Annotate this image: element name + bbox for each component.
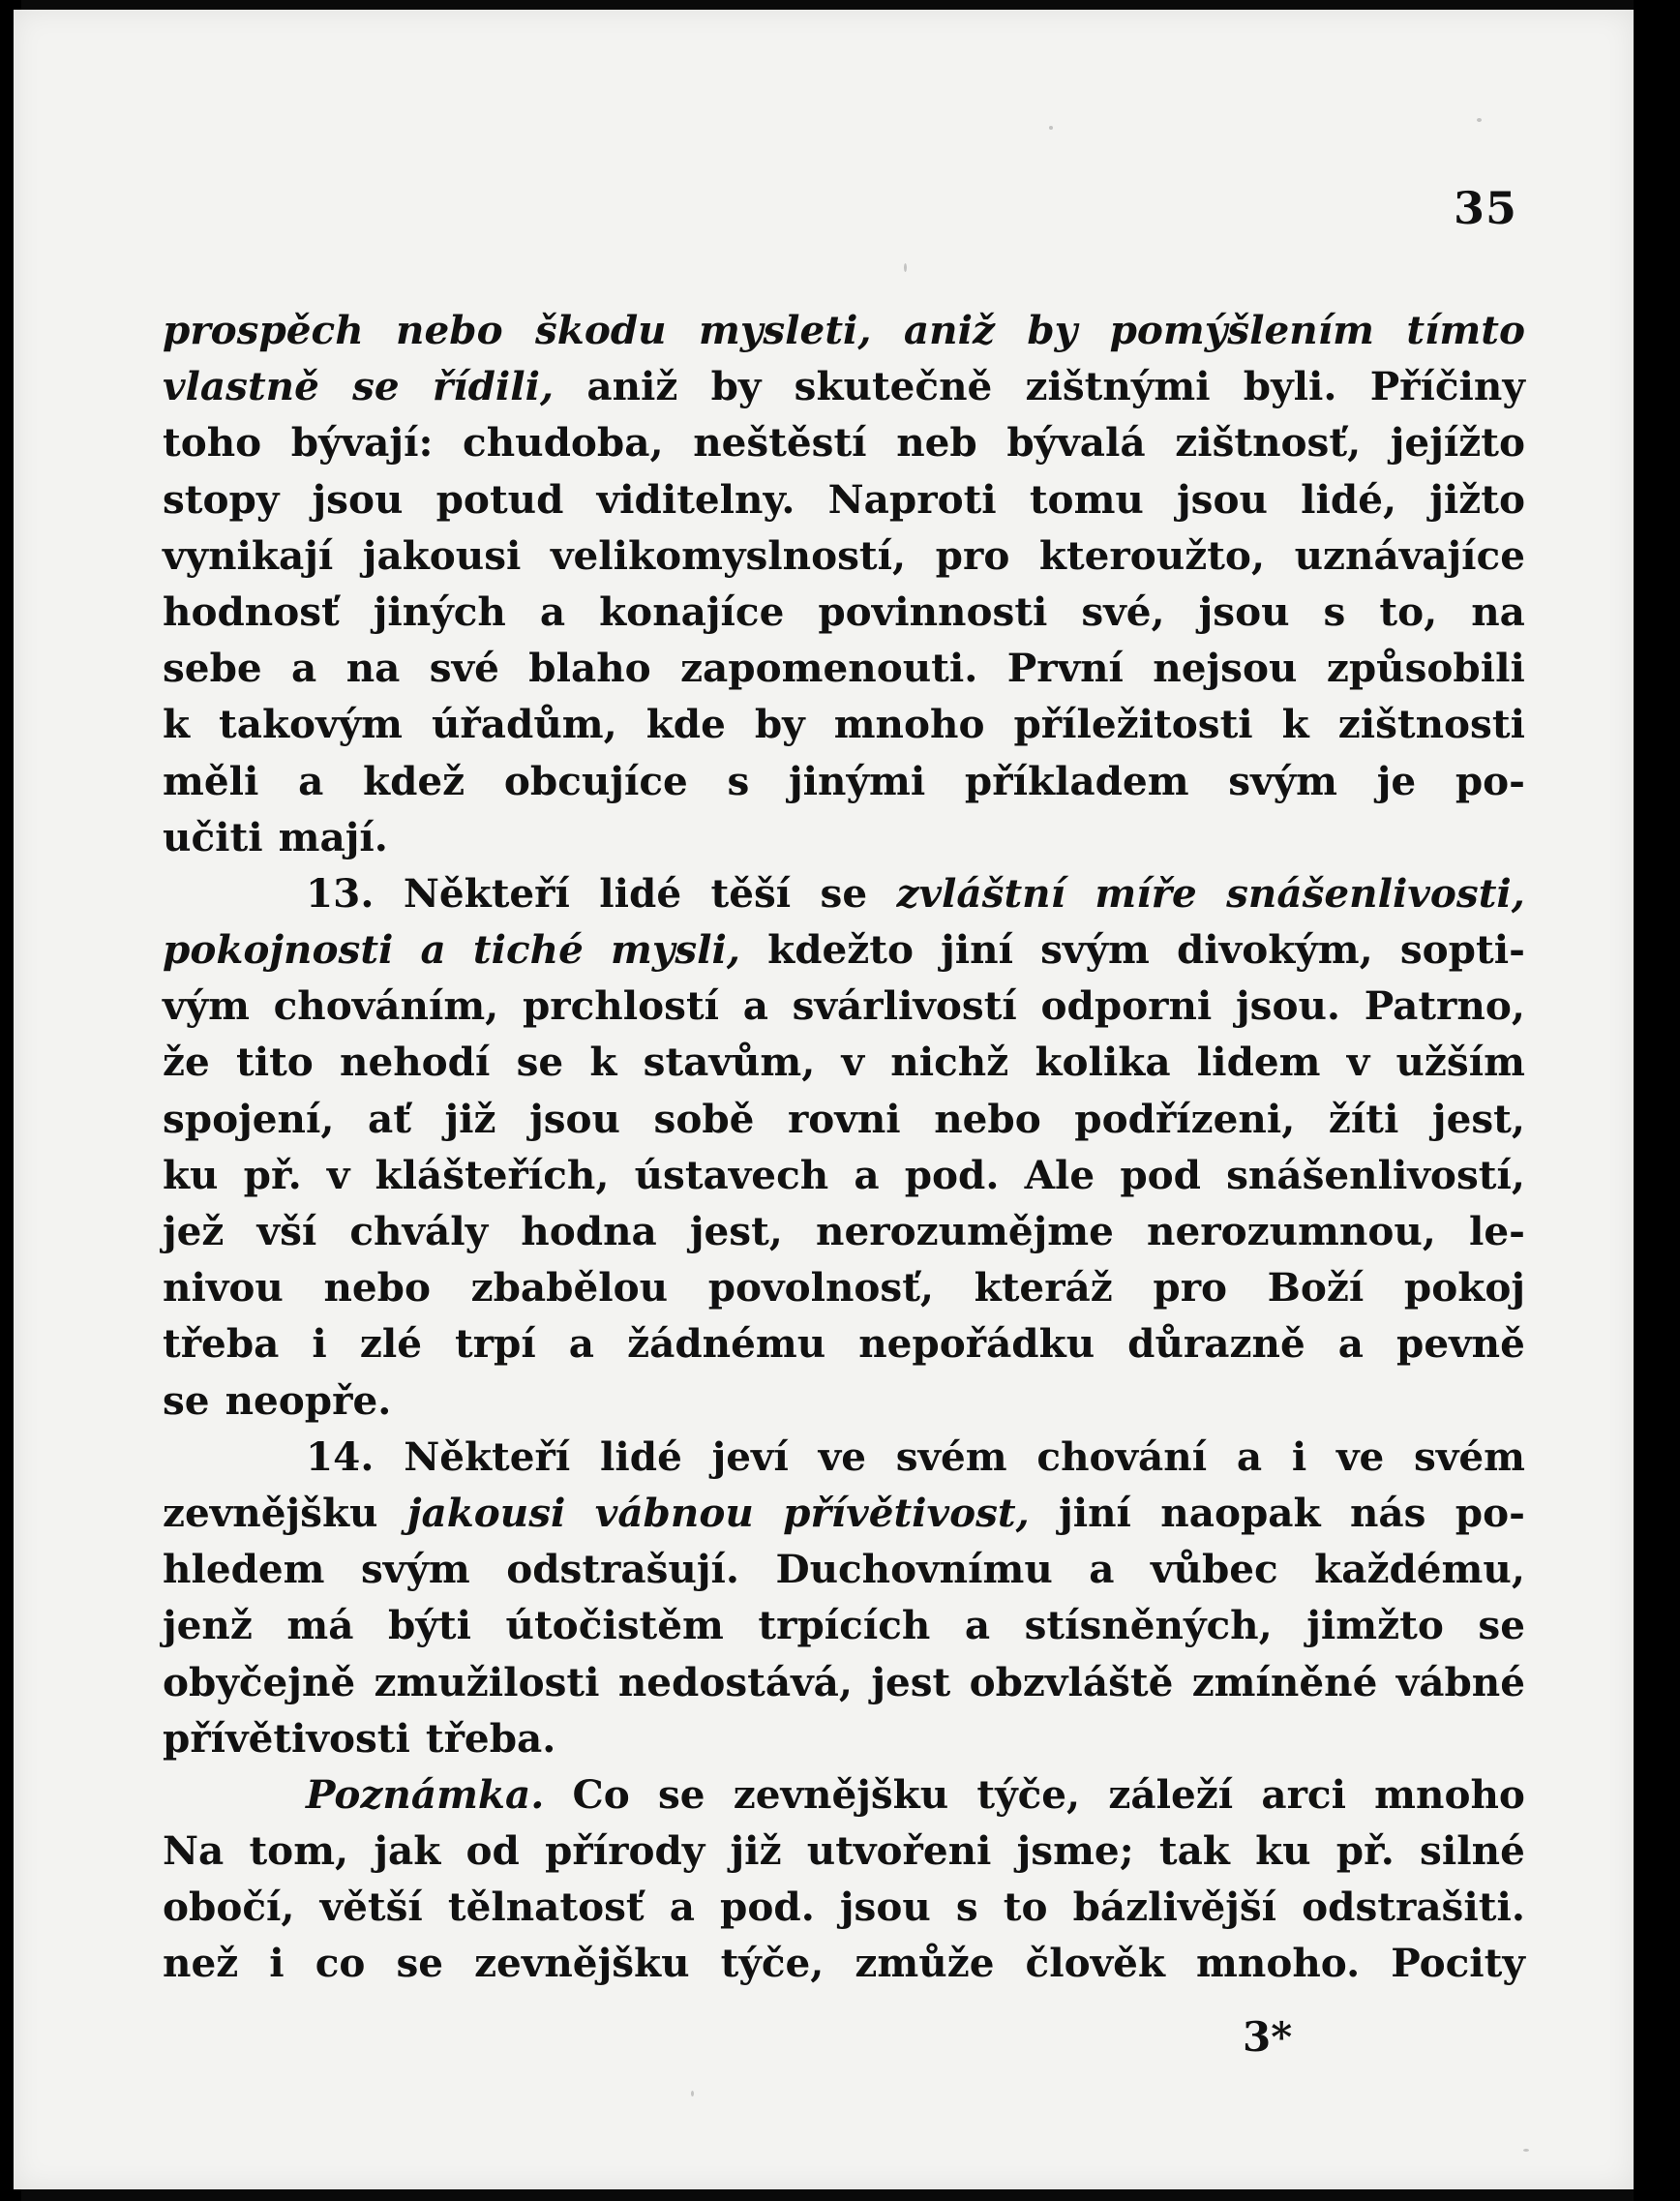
word: mají. <box>278 813 388 860</box>
text-line <box>163 696 1525 752</box>
word: vábnou <box>594 1489 754 1536</box>
word: stavům, <box>643 1039 816 1086</box>
word: naopak <box>1160 1489 1321 1536</box>
word: Ale <box>1024 1151 1095 1198</box>
word: nerozumnou, <box>1147 1208 1436 1254</box>
word: takovým <box>219 701 403 748</box>
word: příkladem <box>964 757 1189 804</box>
word: a <box>742 982 768 1030</box>
word: v <box>841 1039 865 1086</box>
text-line <box>163 414 1525 470</box>
word: na <box>1471 588 1525 635</box>
word: jsou <box>529 1095 620 1142</box>
word: je <box>1376 757 1417 804</box>
word: a <box>568 1320 595 1368</box>
word: a <box>1337 1320 1365 1368</box>
word: zvláštní <box>896 869 1065 917</box>
word: by <box>710 363 762 410</box>
word: i <box>312 1320 327 1368</box>
word: vlastně <box>163 363 319 410</box>
text-line <box>163 1091 1525 1147</box>
word: se <box>1478 1602 1525 1649</box>
word: jeví <box>711 1432 789 1480</box>
word: škodu <box>534 307 667 353</box>
word: tomu <box>1029 475 1144 523</box>
word: a <box>291 645 317 692</box>
word: zapomenouti. <box>680 645 978 692</box>
word: nebo <box>934 1095 1041 1142</box>
word: blaho <box>528 645 651 692</box>
word: utvořeni <box>806 1827 992 1875</box>
text-line <box>163 809 1525 865</box>
text-line <box>163 1654 1525 1710</box>
word: obočí, <box>163 1884 295 1931</box>
word: jejížto <box>1390 419 1525 467</box>
word: přírody <box>545 1827 705 1875</box>
word: mysleti, <box>698 307 872 353</box>
word: jest, <box>1431 1095 1525 1142</box>
word: Příčiny <box>1369 363 1525 410</box>
word: zištnosť, <box>1175 419 1362 467</box>
word: Někteří <box>403 869 570 917</box>
word: žíti <box>1328 1095 1399 1142</box>
word: to <box>1003 1884 1048 1931</box>
word: zevnějšku <box>163 1489 378 1536</box>
word: své <box>429 645 499 692</box>
word: jenž <box>163 1602 253 1649</box>
word: svým <box>1228 757 1338 804</box>
text-line <box>163 358 1525 414</box>
word: konajíce <box>599 588 785 635</box>
word: vůbec <box>1150 1546 1278 1593</box>
text-line <box>163 1259 1525 1315</box>
word: a <box>964 1602 991 1649</box>
word: přívětivosti <box>163 1714 410 1762</box>
word: potud <box>435 475 564 523</box>
word: ve <box>1335 1432 1385 1480</box>
word: míře <box>1095 869 1197 917</box>
word: zlé <box>359 1320 422 1368</box>
word: kteráž <box>974 1264 1113 1312</box>
word: rovni <box>787 1095 901 1142</box>
paper-speck <box>691 2091 694 2096</box>
word: neb <box>896 419 977 467</box>
word: třeba. <box>425 1714 556 1762</box>
word: by <box>1027 307 1078 353</box>
word: přívětivost, <box>783 1489 1030 1536</box>
word: své, <box>1081 588 1165 635</box>
word: zištnosti <box>1337 701 1525 748</box>
text-line <box>163 1879 1525 1935</box>
word: užším <box>1395 1039 1525 1086</box>
word: Na <box>163 1827 225 1875</box>
text-line <box>163 1541 1525 1597</box>
word: mnoho. <box>1196 1940 1361 1987</box>
word: vým <box>163 982 250 1030</box>
word: nedostává, <box>617 1658 853 1705</box>
word: jinými <box>788 757 926 804</box>
word: se <box>163 1376 210 1424</box>
word: se <box>516 1039 564 1086</box>
word: svým <box>1040 926 1150 974</box>
text-line <box>163 1429 1525 1485</box>
word: toho <box>163 419 262 467</box>
word: viditelny. <box>596 475 795 523</box>
word: člověk <box>1025 1940 1165 1987</box>
word: spojení, <box>163 1095 335 1142</box>
word: vynikají <box>163 531 334 579</box>
word: lidé, <box>1301 475 1397 523</box>
text-line <box>163 921 1525 978</box>
word: bázlivější <box>1072 1884 1277 1931</box>
word: i <box>1291 1432 1307 1480</box>
printer-signature-mark: 3* <box>1243 2013 1293 2061</box>
word: bývají: <box>290 419 434 467</box>
word: prchlostí <box>522 982 720 1030</box>
word: jsou <box>839 1884 931 1931</box>
word: nás <box>1349 1489 1426 1536</box>
text-line <box>163 1766 1525 1823</box>
word: k <box>163 701 191 748</box>
word: úřadům, <box>431 701 617 748</box>
body-text <box>163 302 1525 1992</box>
word: pod <box>1120 1151 1201 1198</box>
word: tímto <box>1406 307 1525 353</box>
word: než <box>163 1940 239 1987</box>
word: Naproti <box>827 475 997 523</box>
word: tělnatosť <box>447 1884 645 1931</box>
text-line <box>163 1203 1525 1259</box>
word: stísněných, <box>1024 1602 1273 1649</box>
word: divokým, <box>1176 926 1373 974</box>
word: nivou <box>163 1264 284 1312</box>
word: zmíněné <box>1191 1658 1378 1705</box>
word: a <box>539 588 566 635</box>
word: povinnosti <box>818 588 1048 635</box>
word: měli <box>163 757 259 804</box>
word: 13. <box>306 869 375 917</box>
word: chováním, <box>273 982 499 1030</box>
word: sopti- <box>1399 926 1525 974</box>
word: snášenlivosti, <box>1226 869 1525 917</box>
word: útočistěm <box>505 1602 724 1649</box>
text-line <box>163 1485 1525 1541</box>
word: ku <box>1255 1827 1311 1875</box>
text-line <box>163 1823 1525 1879</box>
word: záleží <box>1108 1770 1234 1818</box>
word: snášenlivostí, <box>1226 1151 1525 1198</box>
word: a <box>1089 1546 1115 1593</box>
word: tiché <box>472 926 584 974</box>
word: s <box>1323 588 1346 635</box>
word: se <box>820 869 868 917</box>
word: zevnějšku <box>474 1940 690 1987</box>
word: vábné <box>1395 1658 1525 1705</box>
word: neopře. <box>225 1376 392 1424</box>
word: kde <box>645 701 726 748</box>
text-line <box>163 1315 1525 1372</box>
word: povolnosť, <box>707 1264 935 1312</box>
word: a <box>298 757 324 804</box>
word: nehodí <box>340 1039 491 1086</box>
word: chování <box>1036 1432 1208 1480</box>
word: pevně <box>1396 1320 1525 1368</box>
word: byli. <box>1243 363 1337 410</box>
paper-speck <box>904 263 907 272</box>
word: jimžto <box>1306 1602 1444 1649</box>
word: tak <box>1158 1827 1230 1875</box>
word: jsou <box>1177 475 1268 523</box>
word: pro <box>935 531 1010 579</box>
word: učiti <box>163 813 263 860</box>
word: nerozumějme <box>816 1208 1114 1254</box>
word: větší <box>319 1884 423 1931</box>
word: stopy <box>163 475 280 523</box>
word: sebe <box>163 645 262 692</box>
word: pomýšlením <box>1109 307 1374 353</box>
word: zmůže <box>855 1940 995 1987</box>
word: v <box>326 1151 350 1198</box>
word: od <box>465 1827 520 1875</box>
word: hledem <box>163 1546 325 1593</box>
word: žádnému <box>627 1320 826 1368</box>
text-line <box>163 1147 1525 1203</box>
word: jakousi <box>362 531 522 579</box>
word: již <box>444 1095 496 1142</box>
word: odstrašiti. <box>1302 1884 1525 1931</box>
word: kdež <box>363 757 465 804</box>
word: jak <box>374 1827 441 1875</box>
word: svárlivostí <box>792 982 1017 1030</box>
word: jsou. <box>1236 982 1341 1030</box>
word: bývalá <box>1006 419 1146 467</box>
word: uznávajíce <box>1294 531 1525 579</box>
word: zmužilosti <box>374 1658 600 1705</box>
word: sobě <box>653 1095 755 1142</box>
word: po- <box>1455 757 1525 804</box>
word: svém <box>895 1432 1007 1480</box>
word: týče, <box>720 1940 825 1987</box>
word: Boží <box>1267 1264 1365 1312</box>
word: kdežto <box>767 926 915 974</box>
text-line <box>163 584 1525 640</box>
word: jsou <box>312 475 404 523</box>
word: se <box>657 1770 705 1818</box>
word: se <box>396 1940 444 1987</box>
word: zištnými <box>1025 363 1211 410</box>
word: př. <box>243 1151 302 1198</box>
word: Pocity <box>1391 1940 1525 1987</box>
paper-speck <box>1477 118 1482 122</box>
word: nichž <box>890 1039 1009 1086</box>
word: Duchovnímu <box>775 1546 1053 1593</box>
scan-border-right <box>1634 0 1680 2201</box>
word: příležitosti <box>1013 701 1253 748</box>
word: kteroužto, <box>1038 531 1266 579</box>
word: velikomyslností, <box>550 531 907 579</box>
word: již <box>730 1827 782 1875</box>
word: Patrno, <box>1364 982 1525 1030</box>
word: jsme; <box>1016 1827 1134 1875</box>
word: k <box>1281 701 1309 748</box>
word: obzvláště <box>969 1658 1174 1705</box>
word: lidé <box>599 869 682 917</box>
word: silné <box>1420 1827 1525 1875</box>
word: mysli, <box>610 926 741 974</box>
word: chudoba, <box>463 419 664 467</box>
word: na <box>345 645 401 692</box>
word: Někteří <box>404 1432 571 1480</box>
word: klášteřích, <box>375 1151 610 1198</box>
word: nepořádku <box>858 1320 1095 1368</box>
word: hodna <box>521 1208 657 1254</box>
text-line <box>163 1034 1525 1090</box>
paper-speck <box>1523 2149 1529 2152</box>
word: býti <box>388 1602 471 1649</box>
word: i <box>269 1940 285 1987</box>
word: pokojnosti <box>163 926 394 974</box>
word: tom, <box>249 1827 349 1875</box>
word: 14. <box>306 1432 375 1480</box>
word: podřízeni, <box>1074 1095 1296 1142</box>
word: prospěch <box>163 307 364 353</box>
word: jakousi <box>406 1489 566 1536</box>
word: obyčejně <box>163 1658 356 1705</box>
word: ku <box>163 1151 219 1198</box>
text-line <box>163 640 1525 696</box>
word: chvály <box>349 1208 489 1254</box>
word: a <box>420 926 446 974</box>
word: kolika <box>1035 1039 1171 1086</box>
word: Poznámka. <box>306 1770 545 1818</box>
word: jiných <box>373 588 506 635</box>
word: pod. <box>904 1151 1000 1198</box>
word: v <box>1346 1039 1370 1086</box>
word: lidé <box>599 1432 682 1480</box>
word: řídili, <box>432 363 555 410</box>
word: le- <box>1469 1208 1525 1254</box>
word: třeba <box>163 1320 280 1368</box>
word: trpí <box>455 1320 536 1368</box>
word: aniž <box>586 363 678 410</box>
page-number: 35 <box>1454 182 1518 234</box>
word: skutečně <box>794 363 993 410</box>
word: První <box>1006 645 1124 692</box>
text-line <box>163 753 1525 809</box>
word: způsobili <box>1326 645 1525 692</box>
word: neštěstí <box>693 419 867 467</box>
word: ve <box>818 1432 866 1480</box>
text-line <box>163 1710 1525 1766</box>
word: co <box>315 1940 366 1987</box>
word: pokoj <box>1403 1264 1525 1312</box>
word: jest, <box>689 1208 783 1254</box>
word: zevnějšku <box>733 1770 949 1818</box>
word: mnoho <box>833 701 985 748</box>
word: těší <box>710 869 792 917</box>
text-line <box>163 1597 1525 1653</box>
word: trpících <box>758 1602 931 1649</box>
word: týče, <box>976 1770 1081 1818</box>
word: by <box>754 701 805 748</box>
word: jižto <box>1429 475 1525 523</box>
word: jest <box>871 1658 951 1705</box>
word: jsou <box>1198 588 1290 635</box>
word: se <box>352 363 400 410</box>
word: vší <box>256 1208 317 1254</box>
text-line <box>163 978 1525 1034</box>
paper-speck <box>1049 126 1053 130</box>
word: svým <box>361 1546 470 1593</box>
word: k <box>589 1039 617 1086</box>
word: a <box>1236 1432 1263 1480</box>
word: jež <box>163 1208 225 1254</box>
word: př. <box>1335 1827 1395 1875</box>
word: Co <box>572 1770 630 1818</box>
text-line <box>163 528 1525 584</box>
word: ať <box>368 1095 411 1142</box>
word: hodnosť <box>163 588 340 635</box>
text-line <box>163 865 1525 921</box>
word: mnoho <box>1374 1770 1525 1818</box>
word: lidem <box>1196 1039 1321 1086</box>
word: každému, <box>1314 1546 1525 1593</box>
word: jiní <box>1059 1489 1131 1536</box>
word: s <box>955 1884 978 1931</box>
word: tito <box>235 1039 314 1086</box>
word: s <box>727 757 750 804</box>
text-line <box>163 1935 1525 1991</box>
word: svém <box>1414 1432 1525 1480</box>
word: nejsou <box>1153 645 1298 692</box>
text-line <box>163 302 1525 358</box>
word: pod. <box>720 1884 815 1931</box>
text-line <box>163 471 1525 528</box>
word: zbabělou <box>470 1264 669 1312</box>
word: nebo <box>323 1264 431 1312</box>
word: po- <box>1455 1489 1525 1536</box>
word: odporni <box>1040 982 1213 1030</box>
word: že <box>163 1039 210 1086</box>
word: to, <box>1379 588 1438 635</box>
word: odstrašují. <box>506 1546 739 1593</box>
word: aniž <box>903 307 995 353</box>
word: jiní <box>941 926 1013 974</box>
word: ústavech <box>634 1151 829 1198</box>
text-line <box>163 1372 1525 1429</box>
word: a <box>854 1151 880 1198</box>
word: pro <box>1153 1264 1228 1312</box>
word: a <box>669 1884 695 1931</box>
word: důrazně <box>1127 1320 1305 1368</box>
word: nebo <box>396 307 503 353</box>
word: arci <box>1261 1770 1346 1818</box>
word: obcujíce <box>503 757 688 804</box>
word: má <box>286 1602 354 1649</box>
